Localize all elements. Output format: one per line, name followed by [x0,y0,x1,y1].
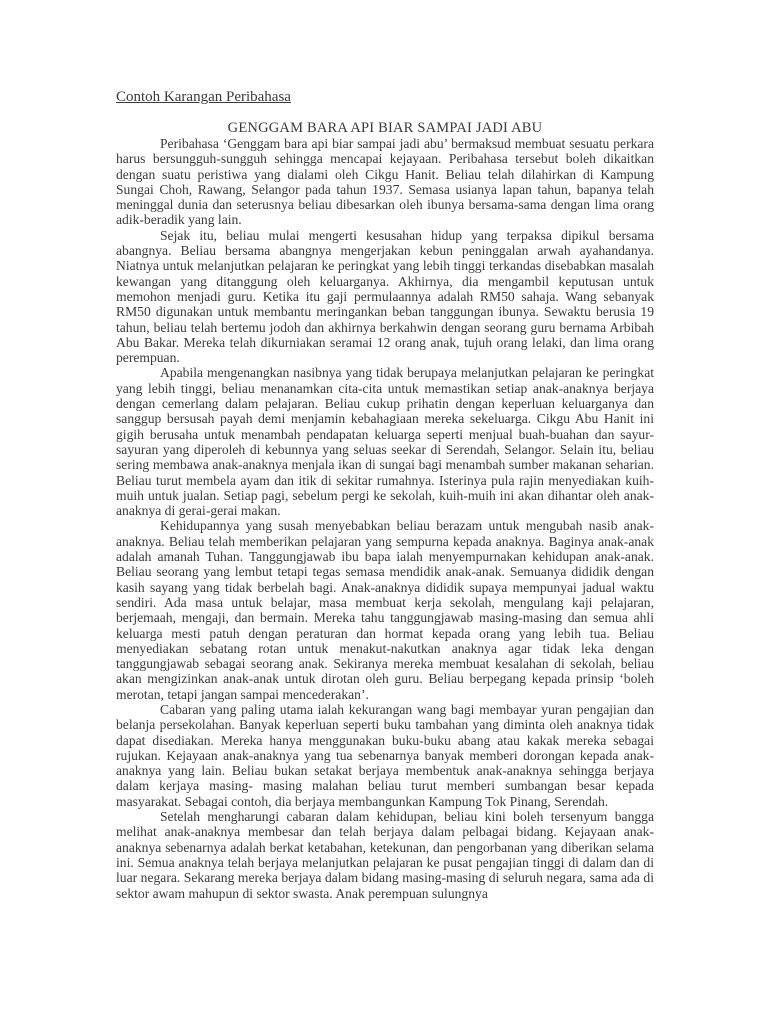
paragraph-5: Cabaran yang paling utama ialah kekurangan wang bagi membayar yuran pengajian dan belanja persekolahan. Banyak keperluan seperti buku tambahan yang diminta oleh anaknya tidak dapat disediakan. Mereka hanya menggunakan buku-buku abang atau kakak mereka sebagai rujukan. Kejayaan anak-anaknya yang tua sebenarnya banyak memberi dorongan kepada anak-anaknya yang lain. Beliau bukan setakat berjaya membentuk anak-anaknya sehingga berjaya dalam kerjaya masing- masing malahan beliau turut memberi sumbangan besar kepada masyarakat. Sebagai contoh, dia berjaya membangunkan Kampung Tok Pinang, Serendah. [116,701,654,809]
paragraph-1: Peribahasa ‘Genggam bara api biar sampai jadi abu’ bermaksud membuat sesuatu perkara harus bersungguh-sungguh sehingga mencapai kejayaan. Peribahasa tersebut boleh dikaitkan dengan suatu peristiwa yang dialami oleh Cikgu Hanit. Beliau telah dilahirkan di Kampung Sungai Choh, Rawang, Selangor pada tahun 1937. Semasa usianya lapan tahun, bapanya telah meninggal dunia dan seterusnya beliau dibesarkan oleh ibunya bersama-sama dengan lima orang adik-beradik yang lain. [116,136,654,228]
paragraph-6: Setelah mengharungi cabaran dalam kehidupan, beliau kini boleh tersenyum bangga melihat anak-anaknya membesar dan telah berjaya dalam pelbagai bidang. Kejayaan anak-anaknya sebenarnya adalah berkat ketabahan, ketekunan, dan pengorbanan yang diberikan selama ini. Semua anaknya telah berjaya melanjutkan pelajaran ke pusat pengajian tinggi di dalam dan di luar negara. Sekarang mereka berjaya dalam bidang masing-masing di seluruh negara, sama ada di sektor awam mahupun di sektor swasta. Anak perempuan sulungnya [116,809,654,901]
paragraph-2: Sejak itu, beliau mulai mengerti kesusahan hidup yang terpaksa dipikul bersama abangnya. Beliau bersama abangnya mengerjakan kebun peninggalan arwah ayahandanya. Niatnya untuk melanjutkan pelajaran ke peringkat yang lebih tinggi terkandas disebabkan masalah kewangan yang ditanggung oleh keluarganya. Akhirnya, dia mengambil keputusan untuk memohon menjadi guru. Ketika itu gaji permulaannya adalah RM50 sahaja. Wang sebanyak RM50 digunakan untuk membantu meringankan beban tanggungan ibunya. Sewaktu berusia 19 tahun, beliau telah bertemu jodoh dan akhirnya berkahwin dengan seorang guru bernama Arbibah Abu Bakar. Mereka telah dikurniakan seramai 12 orang anak, tujuh orang lelaki, dan lima orang perempuan. [116,227,654,366]
document-heading: Contoh Karangan Peribahasa [116,89,291,105]
paragraph-3: Apabila mengenangkan nasibnya yang tidak berupaya melanjutkan pelajaran ke peringkat yang lebih tinggi, beliau menanamkan cita-cita untuk memastikan setiap anak-anaknya berjaya dengan cemerlang dalam pelajaran. Beliau cukup prihatin dengan keperluan keluarganya dan sanggup bersusah payah demi menjamin kebahagiaan mereka sekeluarga. Cikgu Abu Hanit ini gigih berusaha untuk menambah pendapatan keluarga seperti menjual buah-buahan dan sayur-sayuran yang diperoleh di kebunnya yang seluas seekar di Serendah, Selangor. Selain itu, beliau sering membawa anak-anaknya menjala ikan di sungai bagi menambah sumber makanan seharian. Beliau turut membela ayam dan itik di sekitar rumahnya. Isterinya pula rajin menyediakan kuih-muih untuk jualan. Setiap pagi, sebelum pergi ke sekolah, kuih-muih ini akan dihantar oleh anak-anaknya di gerai-gerai makan. [116,365,654,519]
paragraph-4: Kehidupannya yang susah menyebabkan beliau berazam untuk mengubah nasib anak-anaknya. Beliau telah memberikan pelajaran yang sempurna kepada anaknya. Baginya anak-anak adalah amanah Tuhan. Tanggungjawab ibu bapa ialah menyempurnakan kehidupan anak-anak. Beliau seorang yang lembut tetapi tegas semasa mendidik anak-anak. Semuanya dididik dengan kasih sayang yang tidak berbelah bagi. Anak-anaknya dididik supaya mempunyai jadual waktu sendiri. Ada masa untuk belajar, masa membuat kerja sekolah, mengulang kaji pelajaran, berjemaah, mengaji, dan bermain. Mereka tahu tanggungjawab masing-masing dan semua ahli keluarga mesti patuh dengan peraturan dan hormat kepada orang yang lebih tua. Beliau menyediakan sebatang rotan untuk menakut-nakutkan anaknya agar tidak leka dengan tanggungjawab sebagai seorang anak. Sekiranya mereka membuat kesalahan di sekolah, beliau akan mengizinkan anak-anak untuk dirotan oleh guru. Beliau berpegang kepada prinsip ‘boleh merotan, tetapi jangan sampai mencederakan’. [116,518,654,702]
document-page [116,82,654,901]
essay-title: GENGGAM BARA API BIAR SAMPAI JADI ABU [227,120,543,136]
